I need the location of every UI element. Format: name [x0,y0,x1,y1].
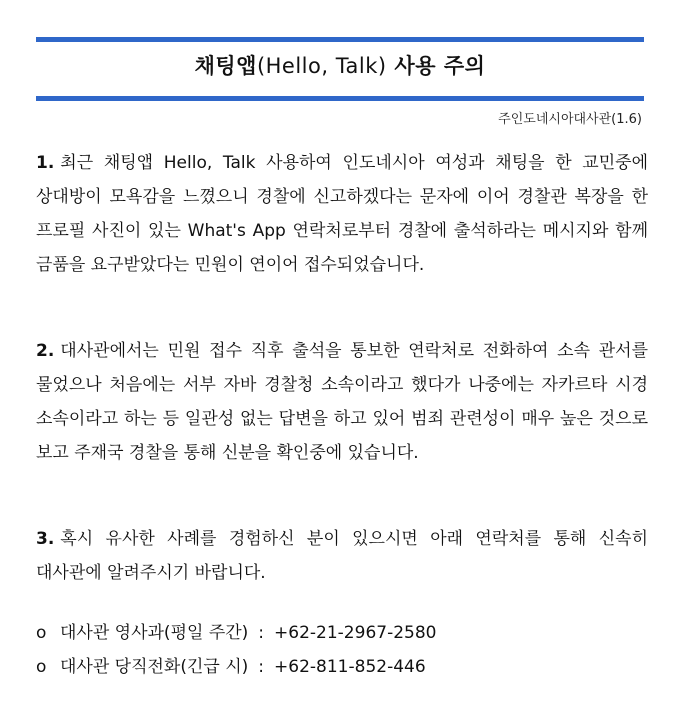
paragraph-number: 3. [36,529,55,549]
contact-list [36,616,648,684]
contact-phone: +62-21-2967-2580 [274,623,437,643]
contact-emergency [36,650,648,684]
paragraph-text: 혹시 유사한 사례를 경험하신 분이 있으시면 아래 연락처를 통해 신속히 대사관에 알려주시기 바랍니다. [36,529,648,583]
bullet-icon: o [36,657,47,677]
title-suffix: 사용 주의 [386,54,486,78]
contact-label: 대사관 영사과(평일 주간) [60,623,249,643]
paragraph-1 [36,146,648,282]
notice-title [36,50,644,80]
paragraph-text: 대사관에서는 민원 접수 직후 출석을 통보한 연락처로 전화하여 소속 관서를 물었으나 처음에는 서부 자바 경찰청 소속이라고 했다가 나중에는 자카르타 시경 소속이라고 하는 등 일관성 없는 답변을 하고 있어 범죄 관련성이 매우 높은 것으로 보고 주재국 경찰을 통해 신분을 확인중에 있습니다. [36,341,648,463]
paragraph-2 [36,334,648,470]
paragraph-number: 2. [36,341,55,361]
paragraph-number: 1. [36,153,55,173]
contact-phone: +62-811-852-446 [274,657,426,677]
issuer-label: 주인도네시아대사관(1.6) [498,112,642,127]
contact-label: 대사관 당직전화(긴급 시) [60,657,249,677]
paragraph-3 [36,522,648,590]
top-rule [36,37,644,42]
contact-separator: : [258,623,265,643]
bullet-icon: o [36,623,47,643]
title-prefix: 채팅앱 [194,54,257,78]
contact-consular [36,616,648,650]
paragraph-text: 최근 채팅앱 Hello, Talk 사용하여 인도네시아 여성과 채팅을 한 교민중에 상대방이 모욕감을 느꼈으니 경찰에 신고하겠다는 문자에 이어 경찰관 복장을 한 프로필 사진이 있는 What's App 연락처로부터 경찰에 출석하라는 메시지와 함께 금품을 요구받았다는 민원이 연이어 접수되었습니다. [36,153,648,275]
contact-separator: : [258,657,265,677]
title-app-name: (Hello, Talk) [256,54,387,78]
bottom-rule [36,96,644,101]
